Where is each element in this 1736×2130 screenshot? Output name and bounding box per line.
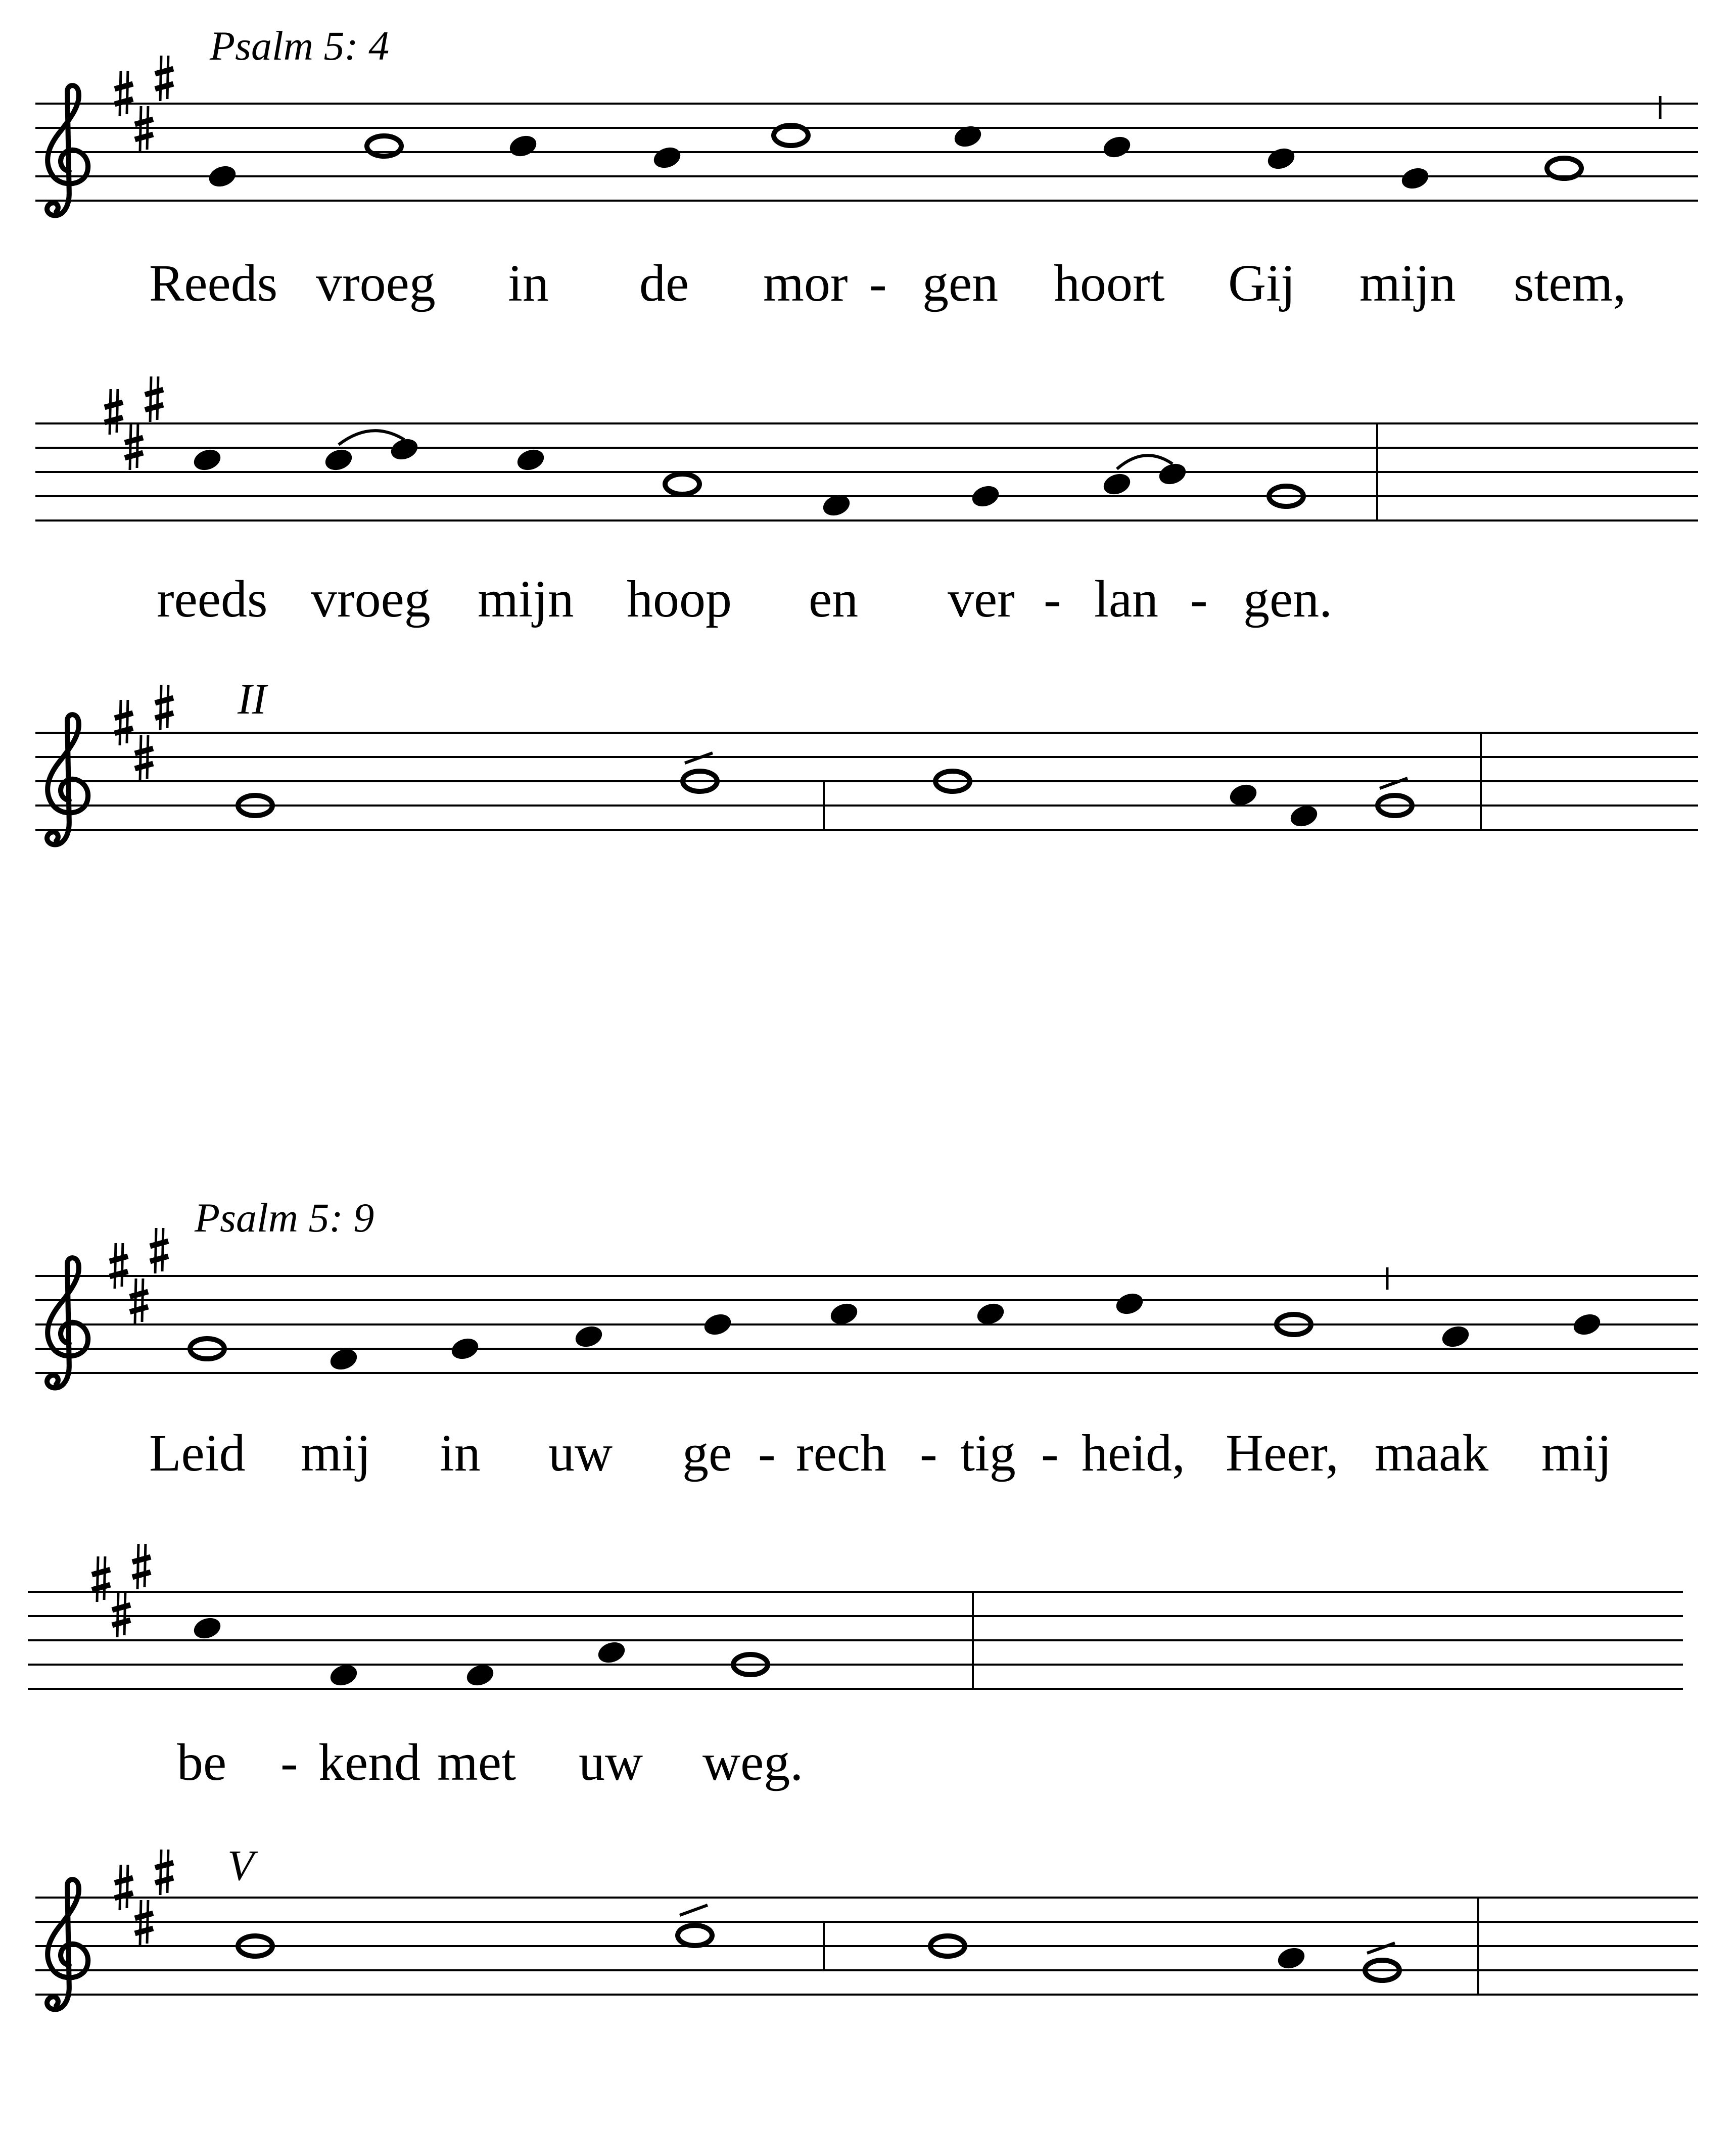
lyric-syllable: mij xyxy=(301,1424,371,1482)
psalm-5-9-section xyxy=(28,1195,1698,2010)
lyric-syllable: met xyxy=(437,1733,516,1791)
lyrics-line-4 xyxy=(177,1733,803,1791)
psalm-5-4-section xyxy=(35,23,1698,845)
lyric-syllable: - xyxy=(920,1424,937,1482)
lyric-syllable: Heer, xyxy=(1226,1424,1339,1482)
lyric-syllable: en xyxy=(809,570,859,628)
treble-clef-icon xyxy=(47,1879,88,2009)
response-label: V xyxy=(227,1841,254,1889)
accent-mark xyxy=(1380,778,1407,788)
lyric-syllable: be xyxy=(177,1733,227,1791)
lyric-syllable: Gij xyxy=(1228,254,1295,312)
lyric-syllable: hoop xyxy=(627,570,732,628)
lyric-syllable: Leid xyxy=(149,1424,246,1482)
staff-4 xyxy=(28,1542,1683,1689)
lyrics-line-1 xyxy=(149,254,1626,312)
staff-3 xyxy=(35,1226,1698,1388)
lyric-syllable: - xyxy=(758,1424,776,1482)
lyric-syllable: gen xyxy=(922,254,999,312)
lyrics-line-2 xyxy=(157,570,1332,628)
lyric-syllable: maak xyxy=(1375,1424,1489,1482)
key-signature xyxy=(92,1542,151,1637)
lyric-syllable: hoort xyxy=(1054,254,1165,312)
response-staff xyxy=(35,675,1698,845)
key-signature xyxy=(105,374,163,470)
lyric-syllable: heid, xyxy=(1082,1424,1186,1482)
lyric-syllable: rech xyxy=(796,1424,886,1482)
lyric-syllable: tig xyxy=(960,1424,1016,1482)
lyric-syllable: kend xyxy=(318,1733,421,1791)
staff-2 xyxy=(35,374,1698,520)
lyric-syllable: - xyxy=(1190,570,1208,628)
lyric-syllable: - xyxy=(280,1733,298,1791)
lyric-syllable: Reeds xyxy=(149,254,278,312)
lyric-syllable: - xyxy=(1044,570,1061,628)
accent-mark xyxy=(1367,1943,1395,1953)
lyric-syllable: in xyxy=(440,1424,481,1482)
lyric-syllable: in xyxy=(508,254,549,312)
notes xyxy=(191,431,1303,519)
lyric-syllable: - xyxy=(869,254,887,312)
whole-note xyxy=(678,1925,712,1946)
lyric-syllable: vroeg xyxy=(311,570,431,628)
lyric-syllable: ge xyxy=(682,1424,732,1482)
notes xyxy=(238,753,1412,830)
section-title: Psalm 5: 9 xyxy=(195,1195,374,1241)
lyric-syllable: mijn xyxy=(478,570,574,628)
slur xyxy=(339,431,404,445)
response-label: II xyxy=(238,675,267,723)
section-title: Psalm 5: 4 xyxy=(210,23,390,69)
slur xyxy=(1117,455,1172,469)
lyric-syllable: weg. xyxy=(702,1733,804,1791)
lyric-syllable: gen. xyxy=(1243,570,1333,628)
treble-clef-icon xyxy=(47,85,88,215)
lyric-syllable: mijn xyxy=(1359,254,1456,312)
lyric-syllable: - xyxy=(1041,1424,1059,1482)
lyric-syllable: stem, xyxy=(1514,254,1626,312)
lyric-syllable: uw xyxy=(548,1424,613,1482)
lyric-syllable: reeds xyxy=(157,570,268,628)
lyric-syllable: de xyxy=(639,254,689,312)
treble-clef-icon xyxy=(47,1258,88,1388)
lyric-syllable: uw xyxy=(579,1733,643,1791)
lyric-syllable: mij xyxy=(1541,1424,1612,1482)
lyrics-line-3 xyxy=(149,1424,1612,1482)
whole-note xyxy=(665,474,699,494)
staff-1 xyxy=(35,54,1698,216)
lyric-syllable: lan xyxy=(1094,570,1159,628)
accent-mark xyxy=(680,1905,708,1915)
notes xyxy=(238,1905,1399,1980)
treble-clef-icon xyxy=(47,715,88,844)
response-staff xyxy=(35,1841,1698,2010)
notes xyxy=(190,1267,1603,1373)
lyric-syllable: mor xyxy=(763,254,848,312)
notes xyxy=(206,96,1660,192)
lyric-syllable: ver xyxy=(948,570,1015,628)
notes xyxy=(191,1615,768,1689)
lyric-syllable: vroeg xyxy=(316,254,436,312)
